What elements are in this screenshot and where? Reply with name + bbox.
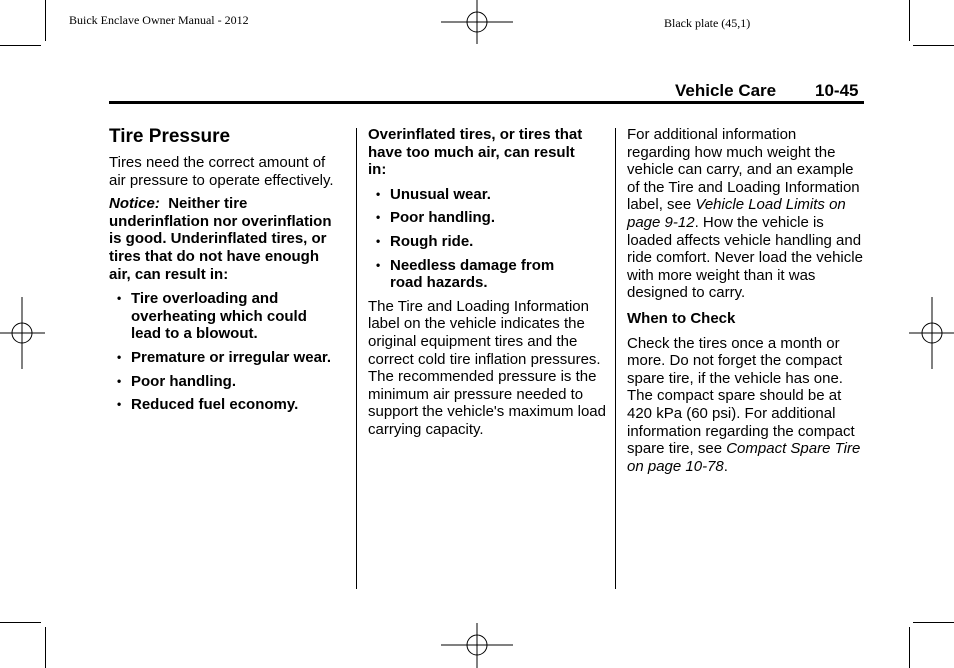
- plate-label: Black plate (45,1): [664, 16, 751, 30]
- page-number: 10-45: [815, 81, 859, 100]
- crop-mark-br-vertical: [909, 627, 910, 668]
- label-paragraph: The Tire and Loading Information label on the vehicle indicates the original equipment tires and the correct cold tire inflation pressures. The recommended pressure is the minimum air pressure needed to support the vehicle's maximum load carrying capacity.: [368, 297, 606, 438]
- load-info-text-after: . How the vehicle is loaded affects vehicle handling and ride comfort. Never load the vehicle with more weight than it was designed to carry.: [627, 213, 863, 302]
- column-divider-1: [356, 128, 357, 589]
- crop-mark-bl-vertical: [45, 627, 46, 668]
- crop-mark-tr-vertical: [909, 0, 910, 41]
- load-info-text: For additional information regarding how much weight the vehicle can carry, and an example of the Tire and Loading Information label, see: [627, 126, 860, 214]
- check-paragraph: [627, 335, 863, 476]
- registration-mark-bottom: [441, 623, 513, 668]
- check-text-after: .: [723, 457, 728, 475]
- underinflation-list: [109, 290, 341, 414]
- list-item: • Needless damage from road hazards.: [368, 257, 570, 292]
- column-2: [368, 126, 608, 439]
- list-item: • Reduced fuel economy.: [109, 396, 341, 414]
- section-title: Vehicle Care: [675, 81, 777, 100]
- column-3: [627, 126, 863, 475]
- notice-label: Notice:: [109, 195, 160, 213]
- crop-mark-br-horizontal: [913, 622, 954, 623]
- crop-mark-tl-vertical: [45, 0, 46, 41]
- registration-mark-top: [441, 0, 513, 45]
- list-item: • Unusual wear.: [368, 186, 608, 204]
- column-1: [109, 126, 341, 414]
- compact-spare-reference: Compact Spare Tire on page 10-78: [627, 440, 861, 475]
- intro-paragraph: Tires need the correct amount of air pressure to operate effectively.: [109, 154, 334, 189]
- list-item: • Poor handling.: [368, 209, 608, 227]
- notice-paragraph: [109, 195, 341, 283]
- list-item: • Poor handling.: [109, 373, 341, 391]
- crop-mark-bl-horizontal: [0, 622, 41, 623]
- manual-title: Buick Enclave Owner Manual - 2012: [69, 13, 249, 27]
- overinflation-list: [368, 186, 608, 292]
- load-limits-reference: Vehicle Load Limits on page 9-12: [627, 196, 846, 231]
- overinflation-lead: Overinflated tires, or tires that have too much air, can result in:: [368, 126, 583, 179]
- column-divider-2: [615, 128, 616, 589]
- list-item: • Rough ride.: [368, 233, 608, 251]
- when-to-check-heading: When to Check: [627, 309, 736, 327]
- registration-mark-right: [909, 297, 954, 369]
- check-text: Check the tires once a month or more. Do not forget the compact spare tire, if the vehicle has one. The compact spare should be at 420 kPa (60 psi). For additional information regarding the compact spare tire, see: [627, 334, 855, 458]
- header-rule: [109, 101, 864, 104]
- registration-mark-left: [0, 297, 45, 369]
- notice-text: Neither tire underinflation nor overinflation is good. Underinflated tires, or tires that do not have enough air, can result in:: [109, 195, 332, 283]
- crop-mark-tr-horizontal: [913, 45, 954, 46]
- list-item: • Tire overloading and overheating which could lead to a blowout.: [109, 290, 341, 343]
- crop-mark-tl-horizontal: [0, 45, 41, 46]
- list-item: • Premature or irregular wear.: [109, 349, 341, 367]
- load-info-paragraph: [627, 126, 863, 302]
- section-heading: Tire Pressure: [109, 126, 231, 147]
